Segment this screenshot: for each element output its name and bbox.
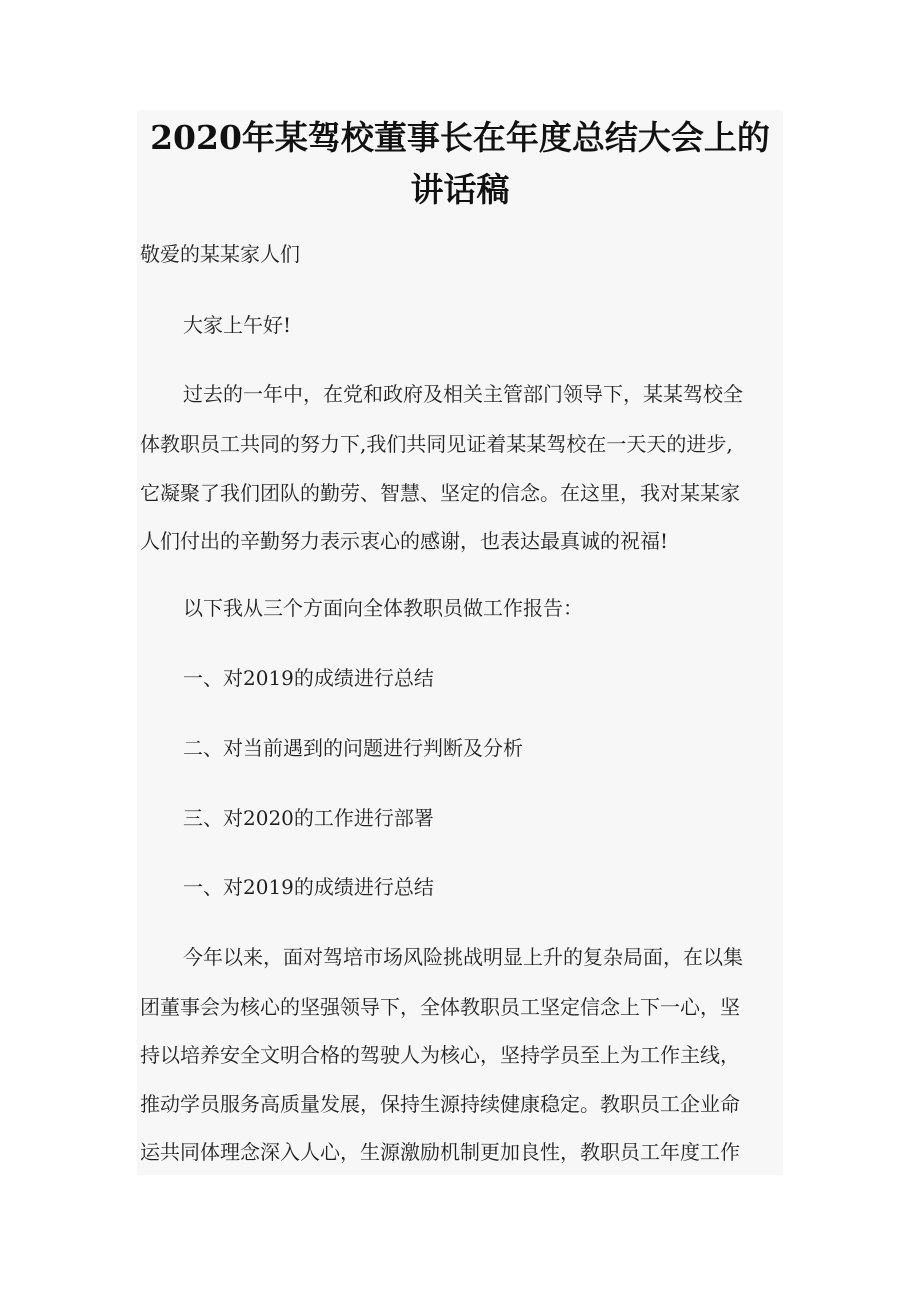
para1-line-4: 人们付出的辛勤努力表示衷心的感谢，也表达最真诚的祝福! (140, 529, 669, 553)
para1-line-1: 过去的一年中，在党和政府及相关主管部门领导下，某某驾校全 (183, 382, 743, 406)
para1-line-3: 它凝聚了我们团队的勤劳、智慧、坚定的信念。在这里，我对某某家 (140, 481, 740, 505)
outline-item-3: 三、对2020的工作进行部署 (183, 806, 434, 830)
para2-line-2: 团董事会为核心的坚强领导下，全体教职员工坚定信念上下一心，坚 (140, 995, 740, 1019)
greeting: 大家上午好! (183, 313, 292, 337)
title-line-2: 讲话稿 (410, 170, 510, 209)
outline-item-2: 二、对当前遇到的问题进行判断及分析 (183, 736, 523, 760)
para2-line-5: 运共同体理念深入人心，生源激励机制更加良性，教职员工年度工作 (140, 1140, 740, 1164)
document-title (0, 112, 920, 216)
para1-line-2: 体教职员工共同的努力下,我们共同见证着某某驾校在一天天的进步, (140, 432, 733, 456)
report-intro: 以下我从三个方面向全体教职员做工作报告： (183, 596, 583, 620)
title-line-1: 2020年某驾校董事长在年度总结大会上的 (150, 118, 770, 157)
para2-line-4: 推动学员服务高质量发展，保持生源持续健康稳定。教职员工企业命 (140, 1092, 740, 1116)
para2-line-1: 今年以来，面对驾培市场风险挑战明显上升的复杂局面，在以集 (183, 945, 743, 969)
outline-item-1: 一、对2019的成绩进行总结 (183, 666, 434, 690)
para2-line-3: 持以培养安全文明合格的驾驶人为核心，坚持学员至上为工作主线， (140, 1043, 740, 1067)
section-1-heading: 一、对2019的成绩进行总结 (183, 875, 434, 899)
salutation: 敬爱的某某家人们 (140, 242, 300, 266)
